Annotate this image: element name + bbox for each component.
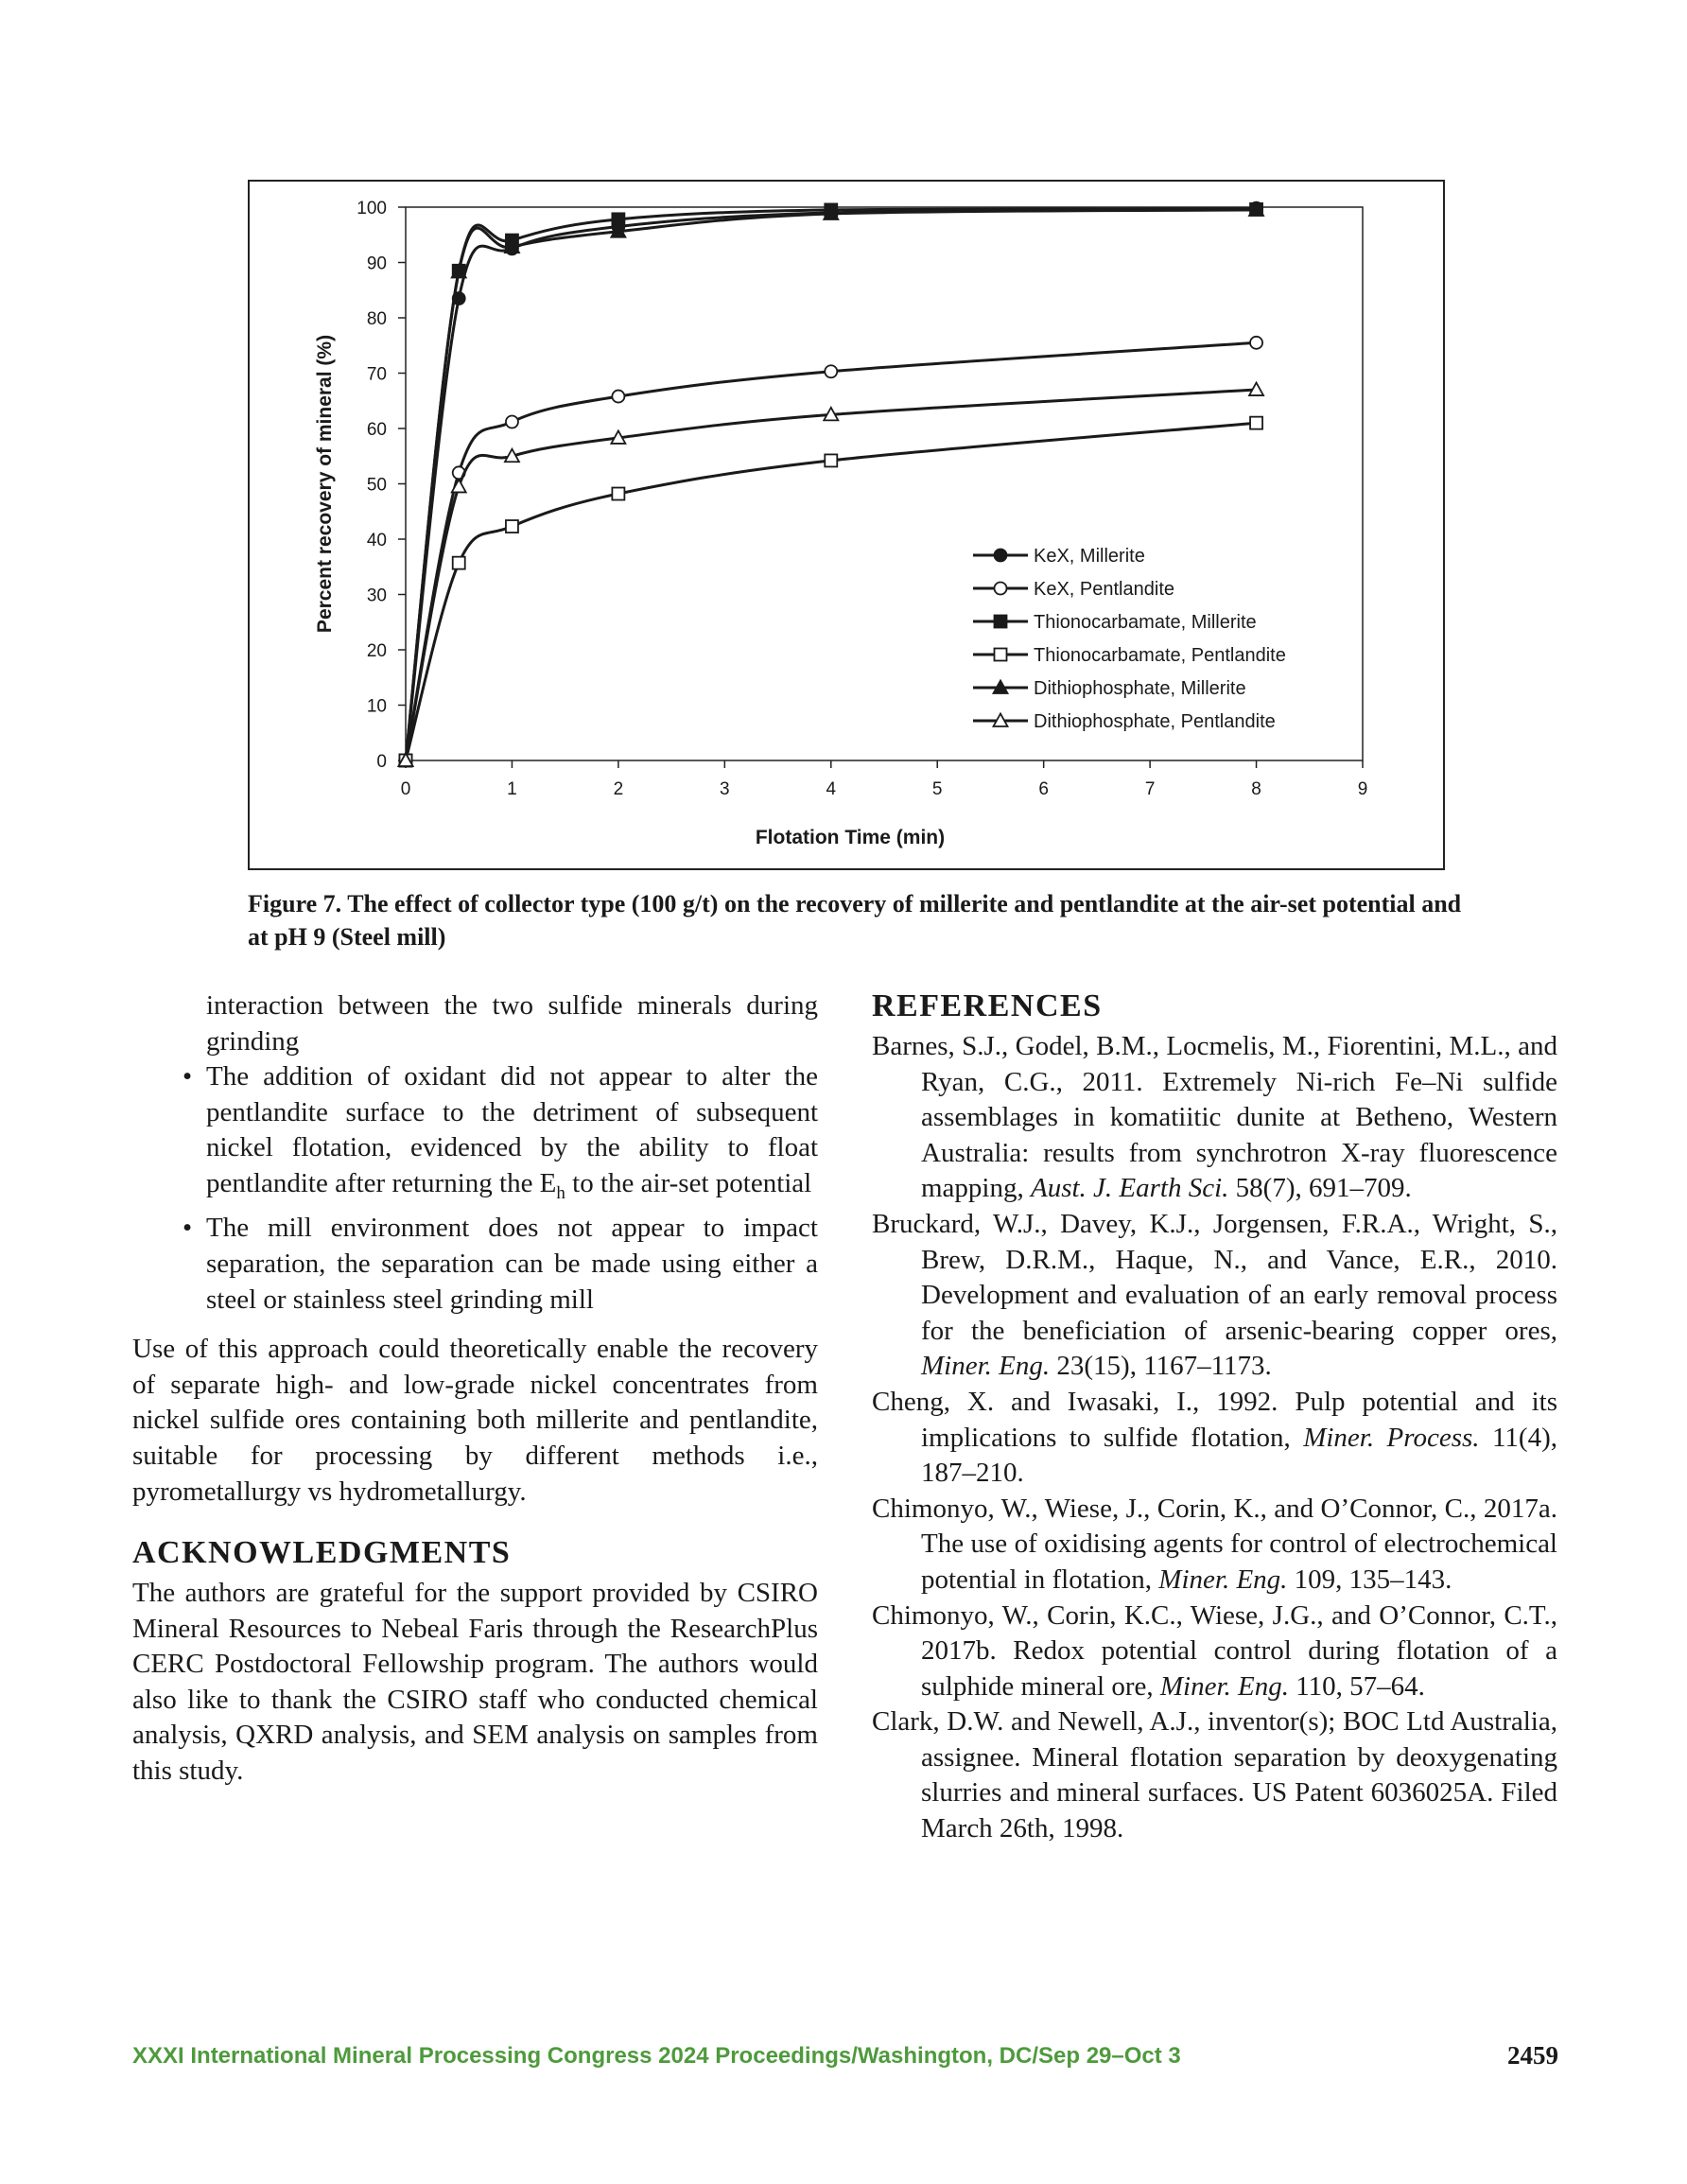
bullet-text: The addition of oxidant did not appear to alter the pentlandite surface to the detriment of subsequent nickel flotation, evidenced by the ability to float pentlandite after returning the E: [206, 1061, 818, 1198]
x-tick-label: 3: [720, 779, 730, 799]
y-tick-label: 10: [366, 696, 387, 717]
reference-item: Bruckard, W.J., Davey, K.J., Jorgensen, F.R.A., Wright, S., Brew, D.R.M., Haque, N., and Vance, E.R., 2010. Development and evaluation of an early removal process for the beneficiation of arsenic-bearing copper ores, Miner. Eng. 23(15), 1167–1173.: [872, 1208, 1557, 1382]
bullet-item: [132, 1059, 818, 1211]
acknowledgments-heading: ACKNOWLEDGMENTS: [132, 1535, 512, 1571]
y-tick-label: 70: [366, 364, 387, 385]
reference-item: Chimonyo, W., Wiese, J., Corin, K., and O’Connor, C., 2017a. The use of oxidising agents for control of electrochemical potential in flotation, Miner. Eng. 109, 135–143.: [872, 1493, 1557, 1595]
data-point-s3: [825, 454, 837, 466]
bullet-continuation: interaction between the two sulfide minerals during grinding: [206, 990, 818, 1057]
x-tick-label: 0: [400, 779, 411, 799]
page-number: 2459: [1507, 2041, 1558, 2070]
bullet-item: [132, 1211, 818, 1318]
legend-label: Dithiophosphate, Millerite: [1034, 678, 1246, 699]
reference-item: Barnes, S.J., Godel, B.M., Locmelis, M., Fiorentini, M.L., and Ryan, C.G., 2011. Extremely Ni-rich Fe–Ni sulfide assemblages in komatiitic dunite at Betheno, Western Australia: results from synchrotron X-ray fluorescence mapping, Aust. J. Earth Sci. 58(7), 691–709.: [872, 1031, 1557, 1204]
data-point-s3: [453, 557, 465, 569]
legend-marker: [995, 616, 1007, 628]
x-tick-label: 2: [613, 779, 624, 799]
legend-label: Thionocarbamate, Millerite: [1034, 612, 1257, 633]
y-tick-label: 0: [376, 752, 387, 772]
legend-marker: [995, 550, 1007, 562]
data-point-s1: [1250, 337, 1262, 349]
x-axis-title: Flotation Time (min): [755, 827, 946, 848]
x-tick-label: 7: [1144, 779, 1156, 799]
footer-text: XXXI International Mineral Processing Congress 2024 Proceedings/Washington, DC/Sep 29–Oct 3: [132, 2043, 1181, 2069]
bullet-dot: •: [183, 1213, 193, 1244]
left-column: [132, 988, 818, 1790]
body-paragraph: Use of this approach could theoretically enable the recovery of separate high- and low-grade nickel concentrates from nickel sulfide ores containing both millerite and pentlandite, suitable for processing by different methods i.e., pyrometallurgy vs hydrometallurgy.: [132, 1334, 818, 1507]
y-tick-label: 20: [366, 641, 387, 661]
data-point-s3: [1250, 417, 1262, 429]
x-tick-label: 8: [1251, 779, 1261, 799]
y-tick-label: 90: [366, 253, 387, 274]
series-line-5: [406, 390, 1257, 760]
data-point-s1: [825, 365, 837, 377]
y-tick-label: 50: [366, 475, 387, 496]
y-tick-label: 80: [366, 309, 387, 329]
data-point-s1: [506, 415, 518, 428]
legend-marker: [995, 583, 1007, 595]
legend-marker: [995, 649, 1007, 661]
reference-item: Cheng, X. and Iwasaki, I., 1992. Pulp potential and its implications to sulfide flotation, Miner. Process. 11(4), 187–210.: [872, 1386, 1557, 1489]
y-tick-label: 100: [357, 199, 387, 218]
x-tick-label: 5: [931, 779, 943, 799]
references-heading: REFERENCES: [872, 988, 1103, 1023]
x-tick-label: 1: [507, 779, 517, 799]
bullet-text-end: to the air-set potential: [565, 1167, 812, 1198]
legend-label: KeX, Pentlandite: [1034, 579, 1174, 600]
legend-label: Thionocarbamate, Pentlandite: [1034, 645, 1286, 666]
y-axis-title: Percent recovery of mineral (%): [314, 334, 336, 634]
figure-frame: [248, 180, 1445, 870]
x-tick-label: 6: [1038, 779, 1049, 799]
reference-item: Chimonyo, W., Corin, K.C., Wiese, J.G., and O’Connor, C.T., 2017b. Redox potential control during flotation of a sulphide mineral ore, Miner. Eng. 110, 57–64.: [872, 1599, 1557, 1702]
x-tick-label: 9: [1357, 779, 1368, 799]
right-column: [872, 988, 1557, 1847]
figure-caption: Figure 7. The effect of collector type (100 g/t) on the recovery of millerite and pentlandite at the air-set potential and at pH 9 (Steel mill): [248, 890, 1462, 951]
acknowledgments-text: The authors are grateful for the support provided by CSIRO Mineral Resources to Nebeal Faris through the ResearchPlus CERC Postdoctoral Fellowship program. The authors would also like to thank the CSIRO staff who conducted chemical analysis, QXRD analysis, and SEM analysis on samples from this study.: [132, 1578, 818, 1787]
data-point-s3: [612, 488, 624, 500]
data-point-s1: [612, 391, 624, 403]
x-tick-label: 4: [826, 779, 837, 799]
y-tick-label: 30: [366, 585, 387, 606]
data-point-s3: [506, 520, 518, 533]
subscript-h: h: [556, 1182, 565, 1203]
legend-label: Dithiophosphate, Pentlandite: [1034, 711, 1276, 732]
bullet-text: The mill environment does not appear to impact separation, the separation can be made using either a steel or stainless steel grinding mill: [206, 1213, 818, 1315]
bullet-dot: •: [183, 1061, 193, 1092]
reference-item: Clark, D.W. and Newell, A.J., inventor(s); BOC Ltd Australia, assignee. Mineral flotation separation by deoxygenating slurries and mineral surfaces. US Patent 6036025A. Filed March 26th, 1998.: [872, 1706, 1557, 1844]
legend-label: KeX, Millerite: [1034, 546, 1145, 567]
recovery-chart: [250, 182, 1443, 868]
y-tick-label: 40: [366, 531, 387, 550]
y-tick-label: 60: [366, 420, 387, 440]
